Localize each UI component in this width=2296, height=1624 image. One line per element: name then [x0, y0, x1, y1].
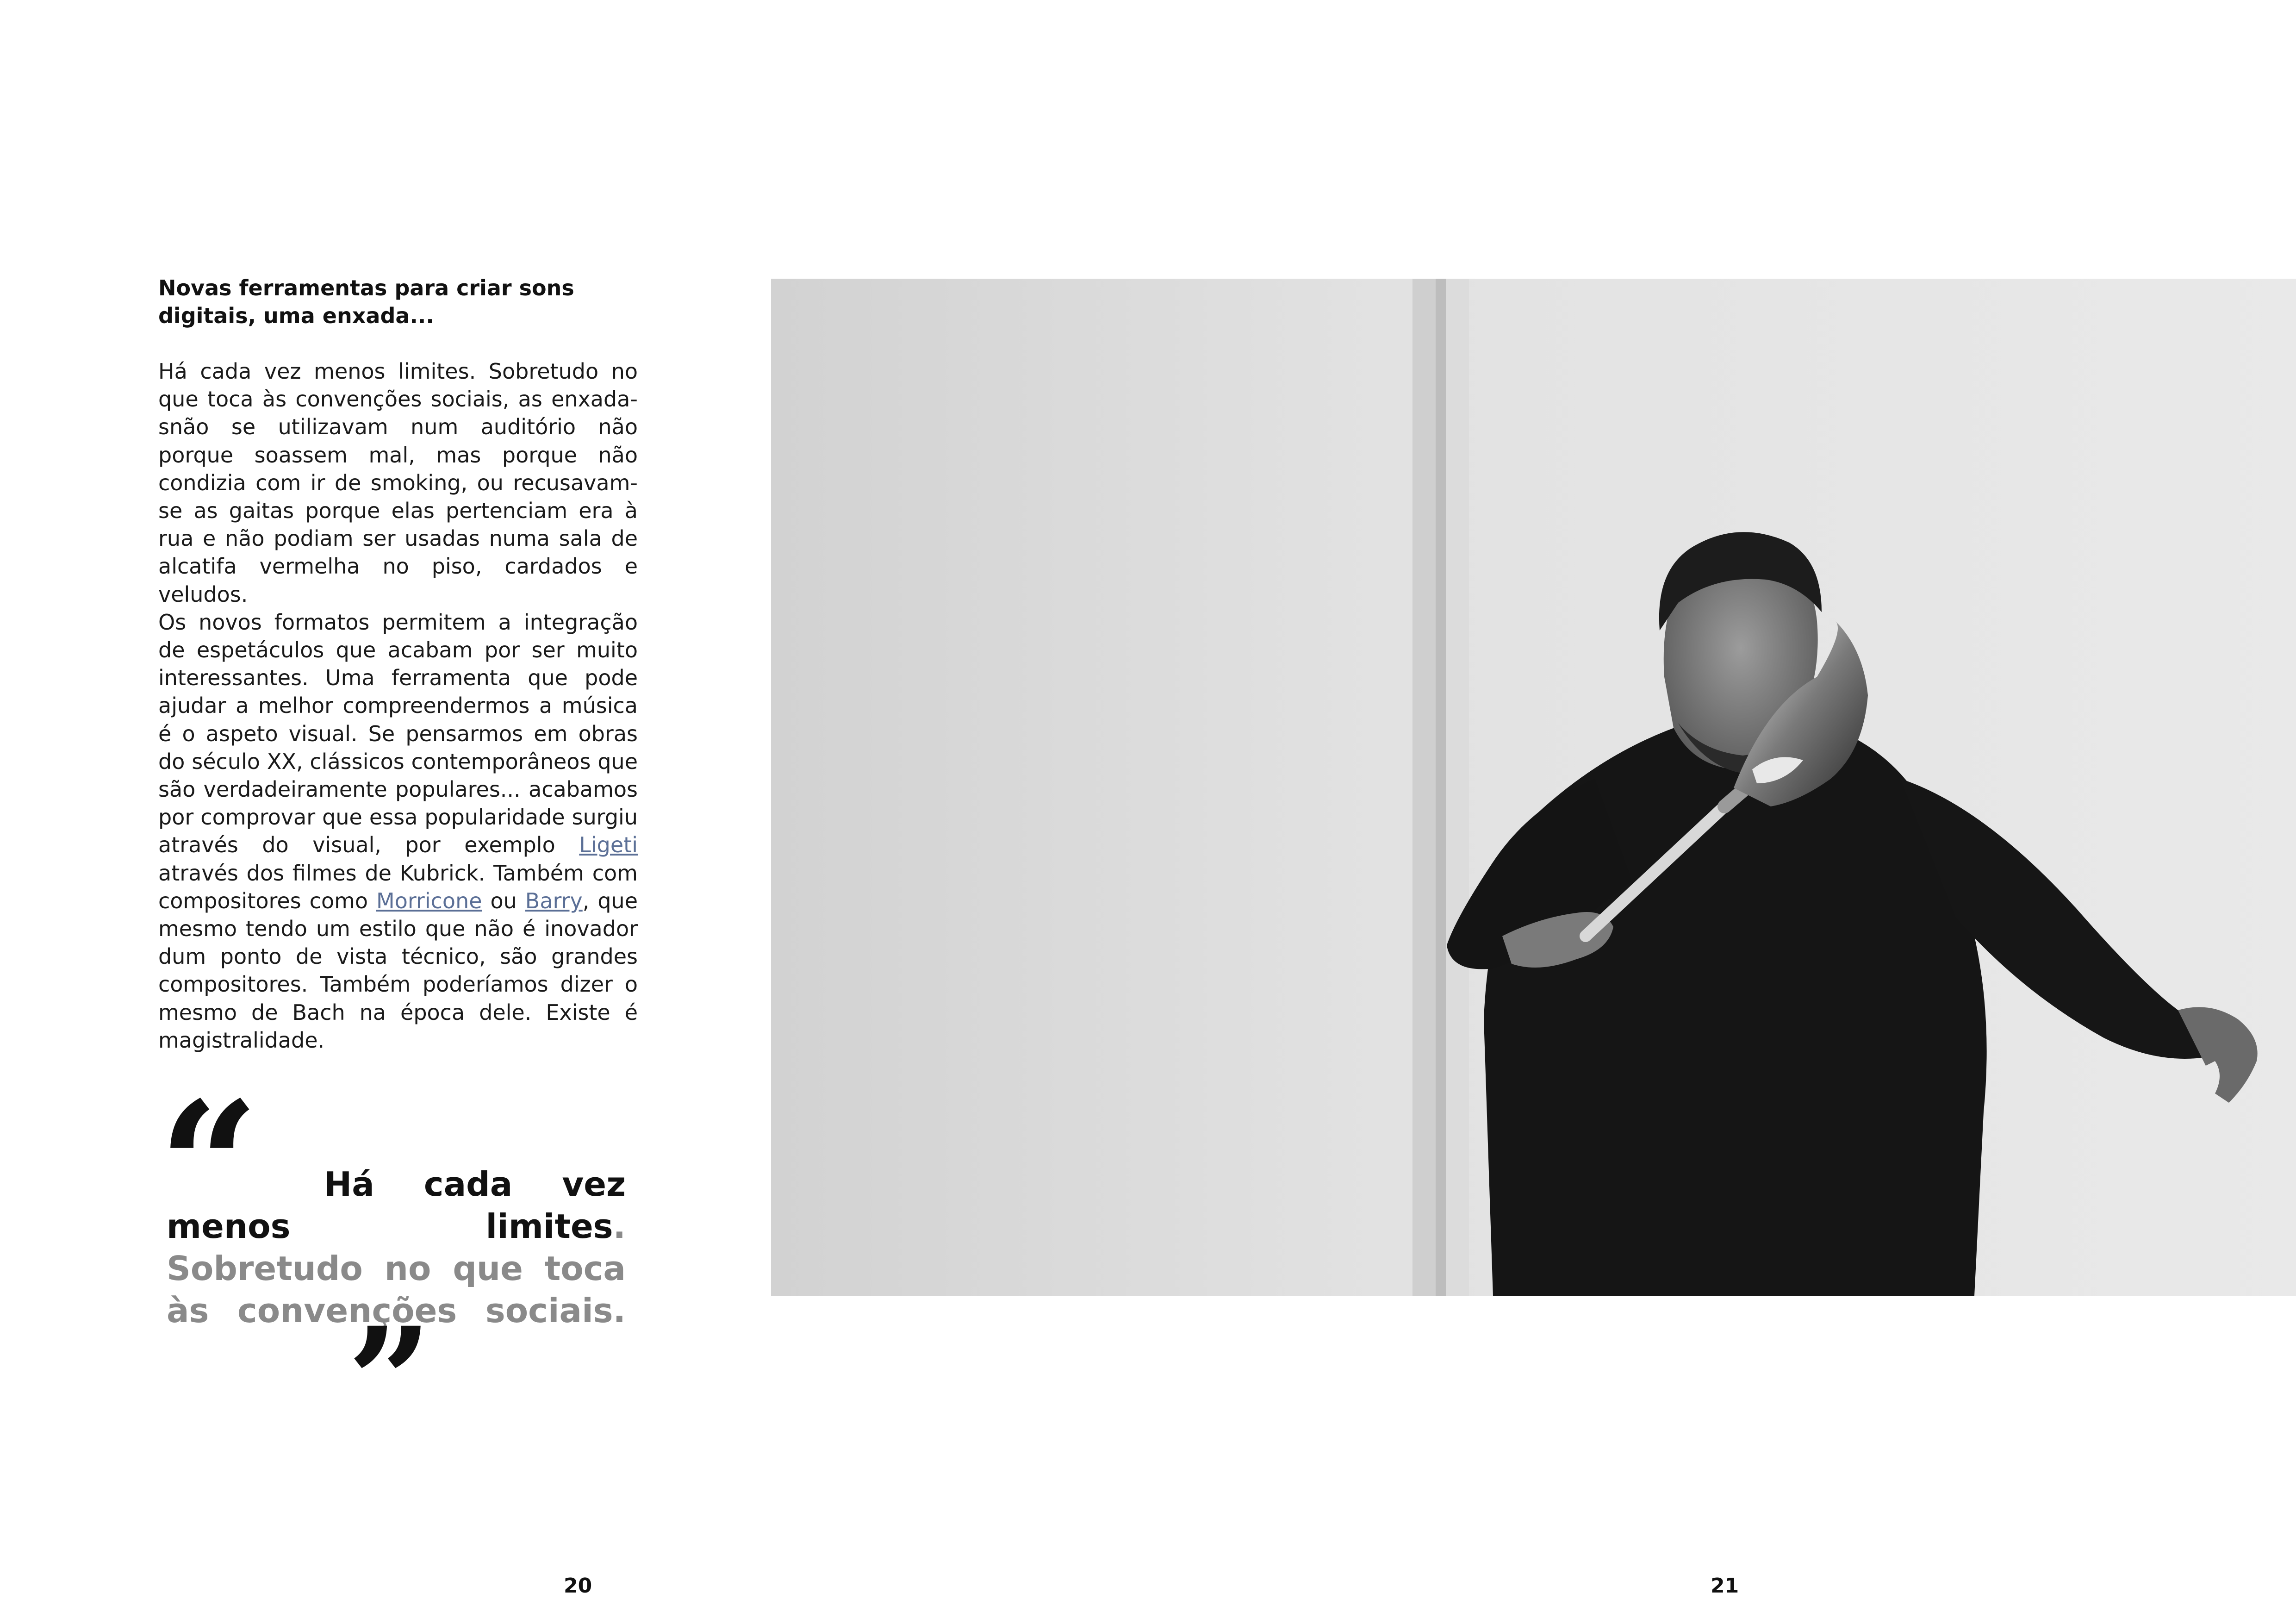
- open-quote-icon: “: [158, 1063, 260, 1270]
- door-frame: [1412, 279, 1436, 1296]
- pull-quote-highlight: Há cada vez menos limites: [167, 1165, 626, 1246]
- paragraph-2-text-b: através dos filmes de Kubrick. Também com compositores como: [158, 860, 638, 913]
- page-number-left: 20: [564, 1574, 592, 1598]
- photo-illustration: [771, 279, 2296, 1296]
- page-number-right: 21: [1711, 1574, 1739, 1598]
- pull-quote-rest: . Sobretudo no que toca às convenções sociais.: [167, 1207, 626, 1330]
- door-frame-edge: [1446, 279, 1469, 1296]
- photo-man-with-mask: [771, 279, 2296, 1296]
- link-ligeti[interactable]: Ligeti: [579, 832, 638, 858]
- article-paragraph-2: [158, 608, 638, 1054]
- paragraph-2-text-c: ou: [482, 888, 525, 913]
- link-morricone[interactable]: Morricone: [376, 888, 482, 913]
- article-paragraph-1: Há cada vez menos limites. Sobretudo no que toca às convenções sociais, as enxadasnão se utilizavam num auditório não porque soassem mal, mas porque não condizia com ir de smoking, ou recusavam-se as gaitas porque elas pertenciam era à rua e não podiam ser usadas numa sala de alcatifa vermelha no piso, cardados e veludos.: [158, 359, 638, 607]
- paragraph-2-text-d: , que mesmo tendo um estilo que não é inovador dum ponto de vista técnico, são grandes compositores. Também poderíamos dizer o mesmo de Bach na época dele. Existe é magistralidade.: [158, 888, 638, 1053]
- pull-quote: [158, 1063, 626, 1469]
- article-column: [158, 274, 638, 1054]
- pull-quote-text: Há cada vez menos limites. Sobretudo no que toca às convenções sociais.”: [167, 1165, 626, 1469]
- paragraph-2-text-a: Os novos formatos permitem a integração de espetáculos que acabam por ser muito interessantes. Uma ferramenta que pode ajudar a melhor compreendermos a música é o aspeto visual. Se pensarmos em obras do século XX, clássicos contemporâneos que são verdadeiramente populares... acabamos por comprovar que essa popularidade surgiu através do visual, por exemplo: [158, 609, 638, 858]
- article-heading: Novas ferramentas para criar sons digitais, uma enxada...: [158, 275, 574, 328]
- door-frame-shadow: [1436, 279, 1446, 1296]
- link-barry[interactable]: Barry: [525, 888, 583, 913]
